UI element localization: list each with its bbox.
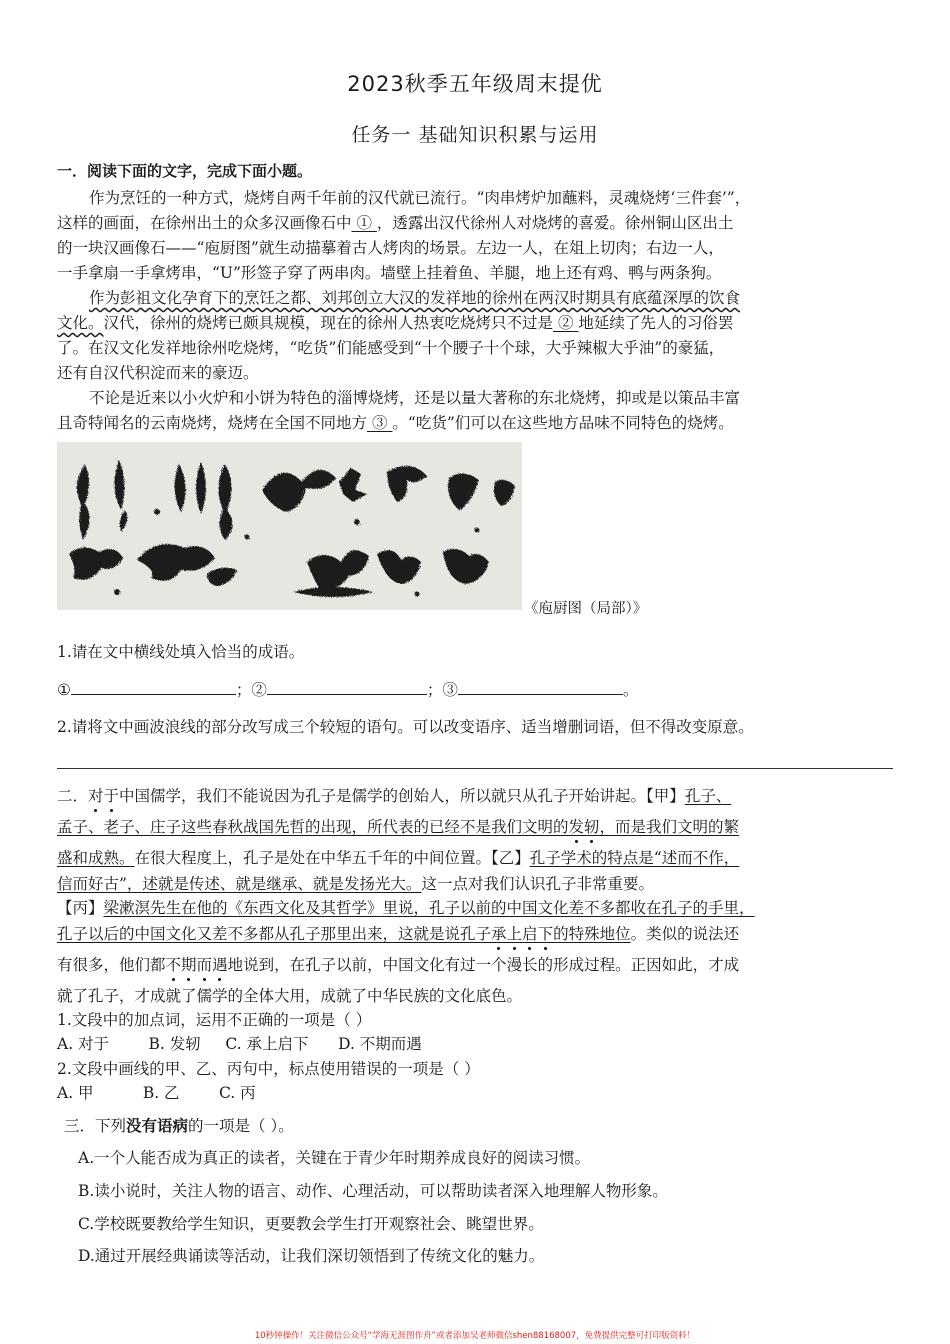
s3-option-d[interactable]: D.通过开展经典诵读等活动，让我们深切领悟到了传统文化的魅力。 [78,1247,545,1265]
blank-3: ③ [371,414,388,432]
s2-line5: 【丙】梁漱溟先生在他的《东西文化及其哲学》里说，孔子以前的中国文化差不多都收在孔子的手里， [57,899,755,917]
s2-question-2: 2.文段中画线的甲、乙、丙句中，标点使用错误的一项是（ ） [57,1060,480,1078]
s1-p1-line2 [57,211,897,233]
s2-line4: 信而好古”，述就是传述、就是继承、就是发扬光大。这一点对我们认识孔子非常重要。 [57,875,654,893]
page-subtitle: 任务一 基础知识积累与运用 [351,124,599,146]
s1-p2-line2-a: 汉代，徐州的烧烤已颇具规模，现在的徐州人热衷吃烧烤只不过是 [103,314,554,332]
s1-p1-line2-b: ，透露出汉代徐州人对烧烤的喜爱。徐州铜山区出土 [376,214,734,232]
s2-line3: 盛和成熟。在很大程度上，孔子是处在中华五千年的中间位置。【乙】孔子学术的特点是“述而不作， [57,849,740,867]
relief-illustration [57,442,522,610]
s1-p3-line2 [57,411,897,433]
image-caption: 《庖厨图（局部）》 [524,601,648,617]
s2-line1: 二．对于中国儒学，我们不能说因为孔子是儒学的创始人，所以就只从孔子开始讲起。【甲】孔子、 [57,787,732,805]
s1-p1-line2-a: 这样的画面，在徐州出土的众多汉画像石中 [57,214,352,232]
s1-p1-line4: 一手拿扇一手拿烤串，“U”形签子穿了两串肉。墙壁上挂着鱼、羊腿，地上还有鸡、鸭与两条狗。 [57,264,722,282]
s3-option-c[interactable]: C.学校既要教给学生知识，更要教会学生打开观察社会、眺望世界。 [78,1215,544,1233]
s2-line6: 孔子以后的中国文化又差不多都从孔子那里出来，这就是说孔子承上启下的特殊地位。类似的说法还 [57,925,740,943]
s2-line7: 有很多，他们都不期而遇地说到，在孔子以前，中国文化有过一个漫长的形成过程。正因如此，才成 [57,956,740,974]
dotted-word-fayi: 发轫 [568,818,600,836]
s3-stem-bold: 没有语病 [126,1117,189,1135]
s3-option-b[interactable]: B.读小说时，关注人物的语言、动作、心理活动，可以帮助读者深入地理解人物形象。 [78,1182,668,1200]
s1-question-1-blanks: ① ；② ；③ 。 [57,678,897,700]
s1-p2-line2 [57,311,897,333]
s1-p2-line4: 还有自汉代积淀而来的豪迈。 [57,364,259,382]
underlined-bing: 梁漱溟先生在他的《东西文化及其哲学》里说，孔子以前的中国文化差不多都收在孔子的手里， [103,899,755,917]
s1-p1-line3: 的一块汉画像石——“庖厨图”就生动描摹着古人烤肉的场景。左边一人，在俎上切肉；右边一人， [57,239,724,257]
answer-blank-1[interactable] [71,678,236,695]
s2-line2: 孟子、老子、庄子这些春秋战国先哲的出现，所代表的已经不是我们文明的发轫，而是我们文明的繁 [57,818,740,836]
footer-notice: 10秒钟操作！关注微信公众号“学海无涯图作舟”或者添加吴老师微信shen88168007，免费提供完整可打印版资料！ [254,1331,696,1341]
wavy-line-part1: 作为彭祖文化孕育下的烹饪之都、刘邦创立大汉的发祥地的徐州在两汉时期具有底蕴深厚的饮食 [89,289,741,307]
s2-question-2-options[interactable]: A. 甲 B. 乙 C. 丙 [57,1084,256,1102]
s1-question-1: 1.请在文中横线处填入恰当的成语。 [57,643,305,661]
underlined-yi: 孔子学术的特点是“述而不作， [529,849,740,867]
blank-2: ② [557,314,574,332]
s3-option-a[interactable]: A.一个人能否成为真正的读者，关键在于青少年时期养成良好的阅读习惯。 [78,1149,591,1167]
s1-p2-line1 [89,286,929,308]
blank-1: ① [356,214,372,232]
section1-heading: 一．阅读下面的文字，完成下面小题。 [57,162,313,180]
dotted-word-buqi: 不期而遇 [165,956,228,974]
wavy-line-part2: 文化。 [57,314,104,332]
s3-stem: 三．下列没有语病的一项是（ ）。 [64,1117,294,1135]
s1-p3-line2-a: 且奇特闻名的云南烧烤，烧烤在全国不同地方 [57,414,368,432]
s1-p2-line3: 了。在汉文化发祥地徐州吃烧烤，“吃货”们能感受到“十个腰子十个球，大乎辣椒大乎油”的豪猛， [57,339,725,357]
s2-question-1-options[interactable]: A. 对于 B. 发轫 C. 承上启下 D. 不期而遇 [57,1035,422,1053]
s1-p1-line1: 作为烹饪的一种方式，烧烤自两千年前的汉代就已流行。“肉串烤炉加蘸料，灵魂烧烤‘三件套’”， [89,189,751,207]
s1-p3-line1: 不论是近来以小火炉和小饼为特色的淄博烧烤，还是以量大著称的东北烧烤，抑或是以策品丰富 [89,389,741,407]
s2-line8: 就了孔子，才成就了儒学的全体大用，成就了中华民族的文化底色。 [57,987,523,1005]
s1-p3-line2-b: 。“吃货”们可以在这些地方品味不同特色的烧烤。 [392,414,734,432]
s1-question-2: 2.请将文中画波浪线的部分改写成三个较短的语句。可以改变语序、适当增删词语，但不得改变原意。 [57,718,754,736]
answer-line[interactable] [57,768,893,769]
answer-blank-3[interactable] [458,678,623,695]
underlined-jia: 孔子、 [684,787,732,805]
s1-p2-line2-b: 地延续了先人的习俗罢 [578,314,734,332]
paochu-relief-image [57,442,522,610]
dotted-word-chengshang: 承上启下 [491,925,554,943]
answer-blank-2[interactable] [267,678,427,695]
page-title: 2023秋季五年级周末提优 [347,72,603,96]
s2-question-1: 1.文段中的加点词，运用不正确的一项是（ ） [57,1011,372,1029]
dotted-word-duiyu: 对于 [88,787,120,805]
